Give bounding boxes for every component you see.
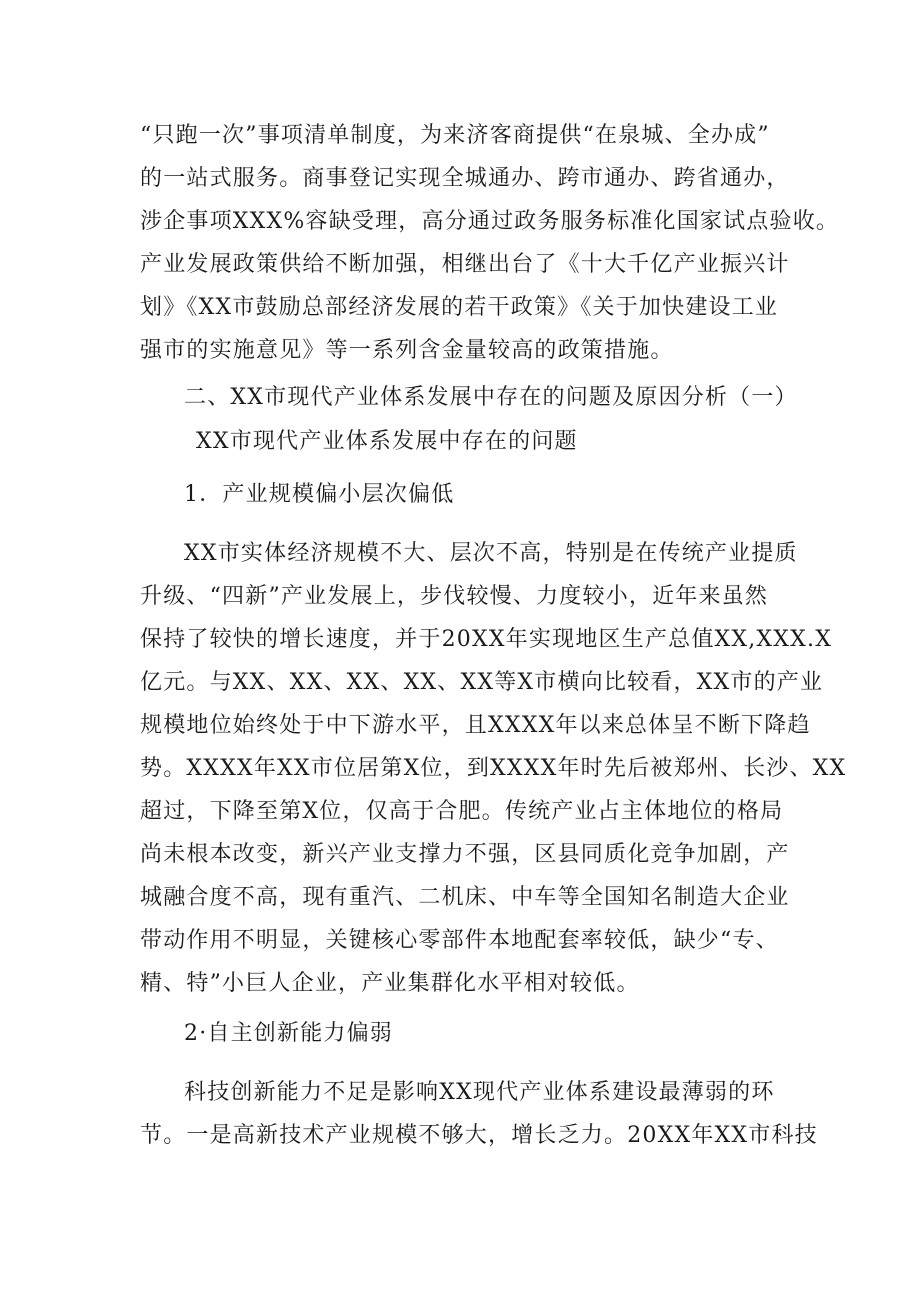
- section-heading-line-2: XX市现代产业体系发展中存在的问题: [196, 429, 578, 454]
- para1-line-3: 保持了较快的增长速度，并于20XX年实现地区生产总值XX,XXX.X: [140, 627, 833, 652]
- intro-line-1: “只跑一次”事项清单制度，为来济客商提供“在泉城、全办成”: [140, 123, 770, 148]
- intro-line-4: 产业发展政策供给不断加强，相继出台了《十大千亿产业振兴计: [140, 252, 790, 277]
- para1-line-7: 超过，下降至第X位，仅高于合肥。传统产业占主体地位的格局: [140, 799, 784, 824]
- para1-line-4: 亿元。与XX、XX、XX、XX、XX等X市横向比较看，XX市的产业: [140, 670, 824, 695]
- para2-line-2: 节。一是高新技术产业规模不够大，增长乏力。20XX年XX市科技: [140, 1123, 818, 1148]
- section-heading-line-1: 二、XX市现代产业体系发展中存在的问题及原因分析（一）: [184, 385, 798, 410]
- intro-line-6: 强市的实施意见》等一系列含金量较高的政策措施。: [140, 338, 674, 363]
- para1-line-8: 尚未根本改变，新兴产业支撑力不强，区县同质化竞争加剧，产: [140, 842, 790, 867]
- intro-line-2: 的一站式服务。商事登记实现全城通办、跨市通办、跨省通办，: [140, 166, 790, 191]
- para1-line-5: 规模地位始终处于中下游水平，且XXXX年以来总体呈不断下降趋: [140, 713, 811, 738]
- para1-line-6: 势。XXXX年XX市位居第X位，到XXXX年时先后被郑州、长沙、XX: [140, 756, 847, 781]
- subheading-2: 2·自主创新能力偏弱: [184, 1021, 393, 1046]
- intro-line-5: 划》《XX市鼓励总部经济发展的若干政策》《关于加快建设工业: [140, 295, 779, 320]
- para1-line-9: 城融合度不高，现有重汽、二机床、中车等全国知名制造大企业: [140, 885, 790, 910]
- para1-line-11: 精、特”小巨人企业，产业集群化水平相对较低。: [140, 971, 640, 996]
- subheading-1: 1．产业规模偏小层次偏低: [184, 482, 455, 507]
- intro-line-3: 涉企事项XXX%容缺受理，高分通过政务服务标准化国家试点验收。: [140, 209, 840, 234]
- para2-line-1: 科技创新能力不足是影响XX现代产业体系建设最薄弱的环: [184, 1080, 775, 1105]
- para1-line-2: 升级、“四新”产业发展上，步伐较慢、力度较小，近年来虽然: [140, 584, 769, 609]
- para1-line-1: XX市实体经济规模不大、层次不高，特别是在传统产业提质: [184, 541, 798, 566]
- para1-line-10: 带动作用不明显，关键核心零部件本地配套率较低，缺少“专、: [140, 928, 779, 953]
